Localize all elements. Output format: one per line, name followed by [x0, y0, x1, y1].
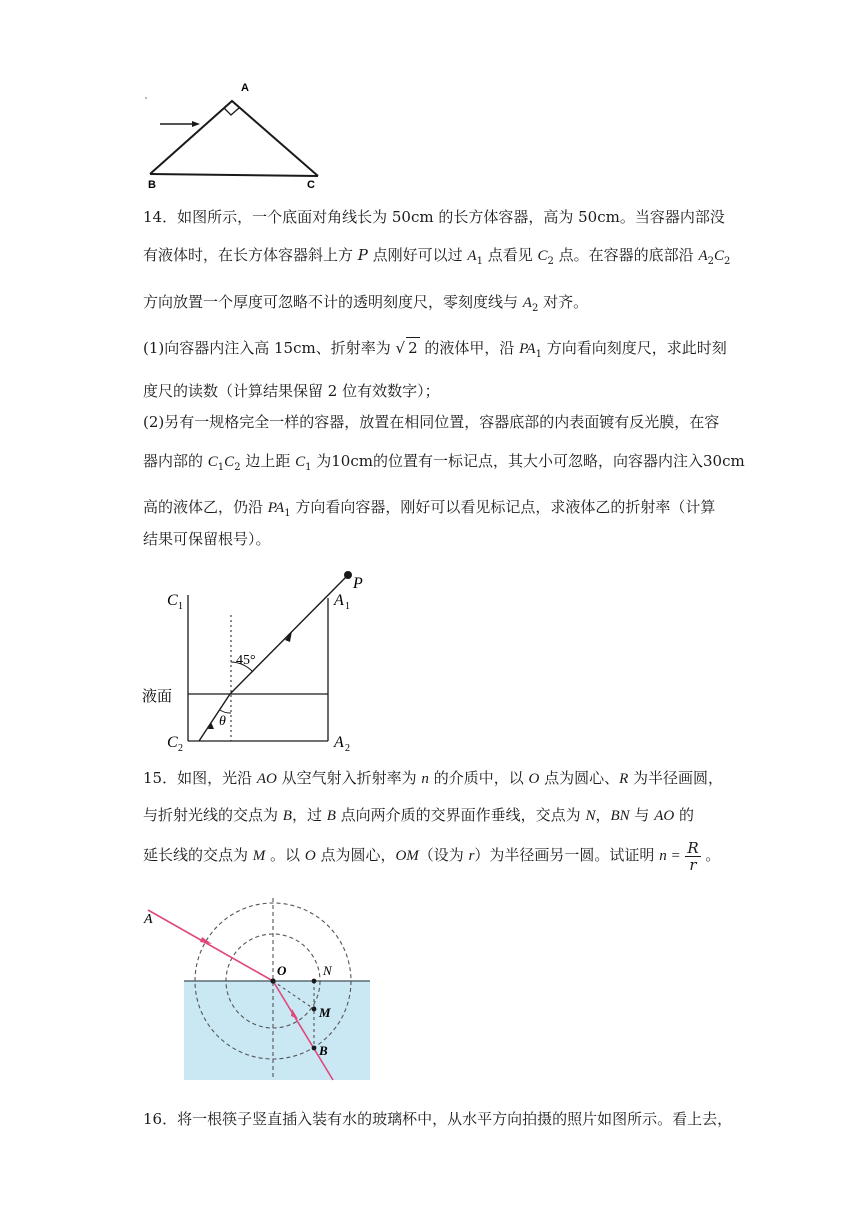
q14-subquestion-2: (2)另有一规格完全一样的容器，放置在相同位置，容器底部的内表面镀有反光膜，在容 — [143, 413, 720, 431]
vertex-label-c: C — [307, 179, 315, 191]
label-a: A — [144, 912, 153, 927]
q14-subquestion-2-line-4: 结果可保留根号）。 — [143, 530, 271, 548]
label-p: P — [353, 575, 363, 592]
q14-subquestion-2-line-3: 高的液体乙，仍沿 $PA_1$ 方向看向容器，刚好可以看见标记点，求液体乙的折射率（计算 — [143, 498, 716, 519]
q14-line-3: 方向放置一个厚度可忽略不计的透明刻度尺，零刻度线与 $A_2$ 对齐。 — [143, 293, 589, 314]
vertex-label-b: B — [148, 179, 156, 191]
q16-number: 16． — [143, 1110, 178, 1128]
q14-line-2: 有液体时，在长方体容器斜上方 P 点刚好可以过 $A_1$ 点看见 $C_2$ 点。在容器的底部沿 $A_2C_2$ — [143, 246, 731, 267]
label-n: N — [323, 963, 332, 978]
observer-point — [344, 571, 352, 579]
q15-line-3: 延长线的交点为 M 。以 O 点为圆心，OM（设为 r）为半径画另一圆。试证明 n = $\frac{R}{r}$ 。 — [143, 838, 721, 874]
svg-text:1: 1 — [178, 601, 183, 612]
fraction-r-over-r: $\frac{R}{r}$ — [687, 838, 699, 874]
label-c1: C — [167, 592, 178, 609]
q14-subquestion-2-line-2: 器内部的 $C_1C_2$ 边上距 $C_1$ 为10cm的位置有一标记点，其大小可忽略，向容器内注入30cm — [143, 452, 745, 473]
q14-number: 14． — [143, 208, 178, 226]
q15-number: 15． — [143, 769, 178, 787]
refraction-figure — [140, 895, 380, 1085]
theta-label: θ — [219, 714, 226, 729]
water-region — [184, 981, 370, 1080]
label-m: M — [319, 1005, 331, 1020]
svg-text:2: 2 — [345, 743, 350, 754]
container-figure — [140, 565, 380, 757]
label-c2: C — [167, 734, 178, 751]
vertex-label-a: A — [241, 82, 249, 94]
triangle-figure — [140, 80, 340, 195]
label-a2: A — [334, 734, 344, 751]
angle-label: 45° — [236, 653, 256, 668]
q16-line-1: 16．将一根筷子竖直插入装有水的玻璃杯中，从水平方向拍摄的照片如图所示。看上去， — [143, 1110, 733, 1128]
q14-subquestion-1-cont: 度尺的读数（计算结果保留 2 位有效数字）； — [143, 382, 440, 400]
svg-text:2: 2 — [178, 743, 183, 754]
q14-line-1: 14．如图所示，一个底面对角线长为 50cm 的长方体容器，高为 50cm。当容器内部没 — [143, 208, 725, 226]
label-a1: A — [334, 592, 344, 609]
q15-line-2: 与折射光线的交点为 B，过 B 点向两介质的交界面作垂线，交点为 N，BN 与 AO 的 — [143, 806, 694, 824]
q14-subquestion-1: (1)向容器内注入高 15cm、折射率为 √ 2 的液体甲，沿 $PA_1$ 方向看向刻度尺，求此时刻 — [143, 339, 727, 360]
label-o: O — [277, 963, 287, 978]
q15-line-1: 15．如图，光沿 AO 从空气射入折射率为 n 的介质中，以 O 点为圆心、R 为半径画圆， — [143, 769, 724, 787]
label-b: B — [319, 1043, 328, 1058]
liquid-surface-label: 液面 — [142, 687, 173, 705]
incident-ray — [148, 910, 273, 981]
svg-text:1: 1 — [345, 601, 350, 612]
